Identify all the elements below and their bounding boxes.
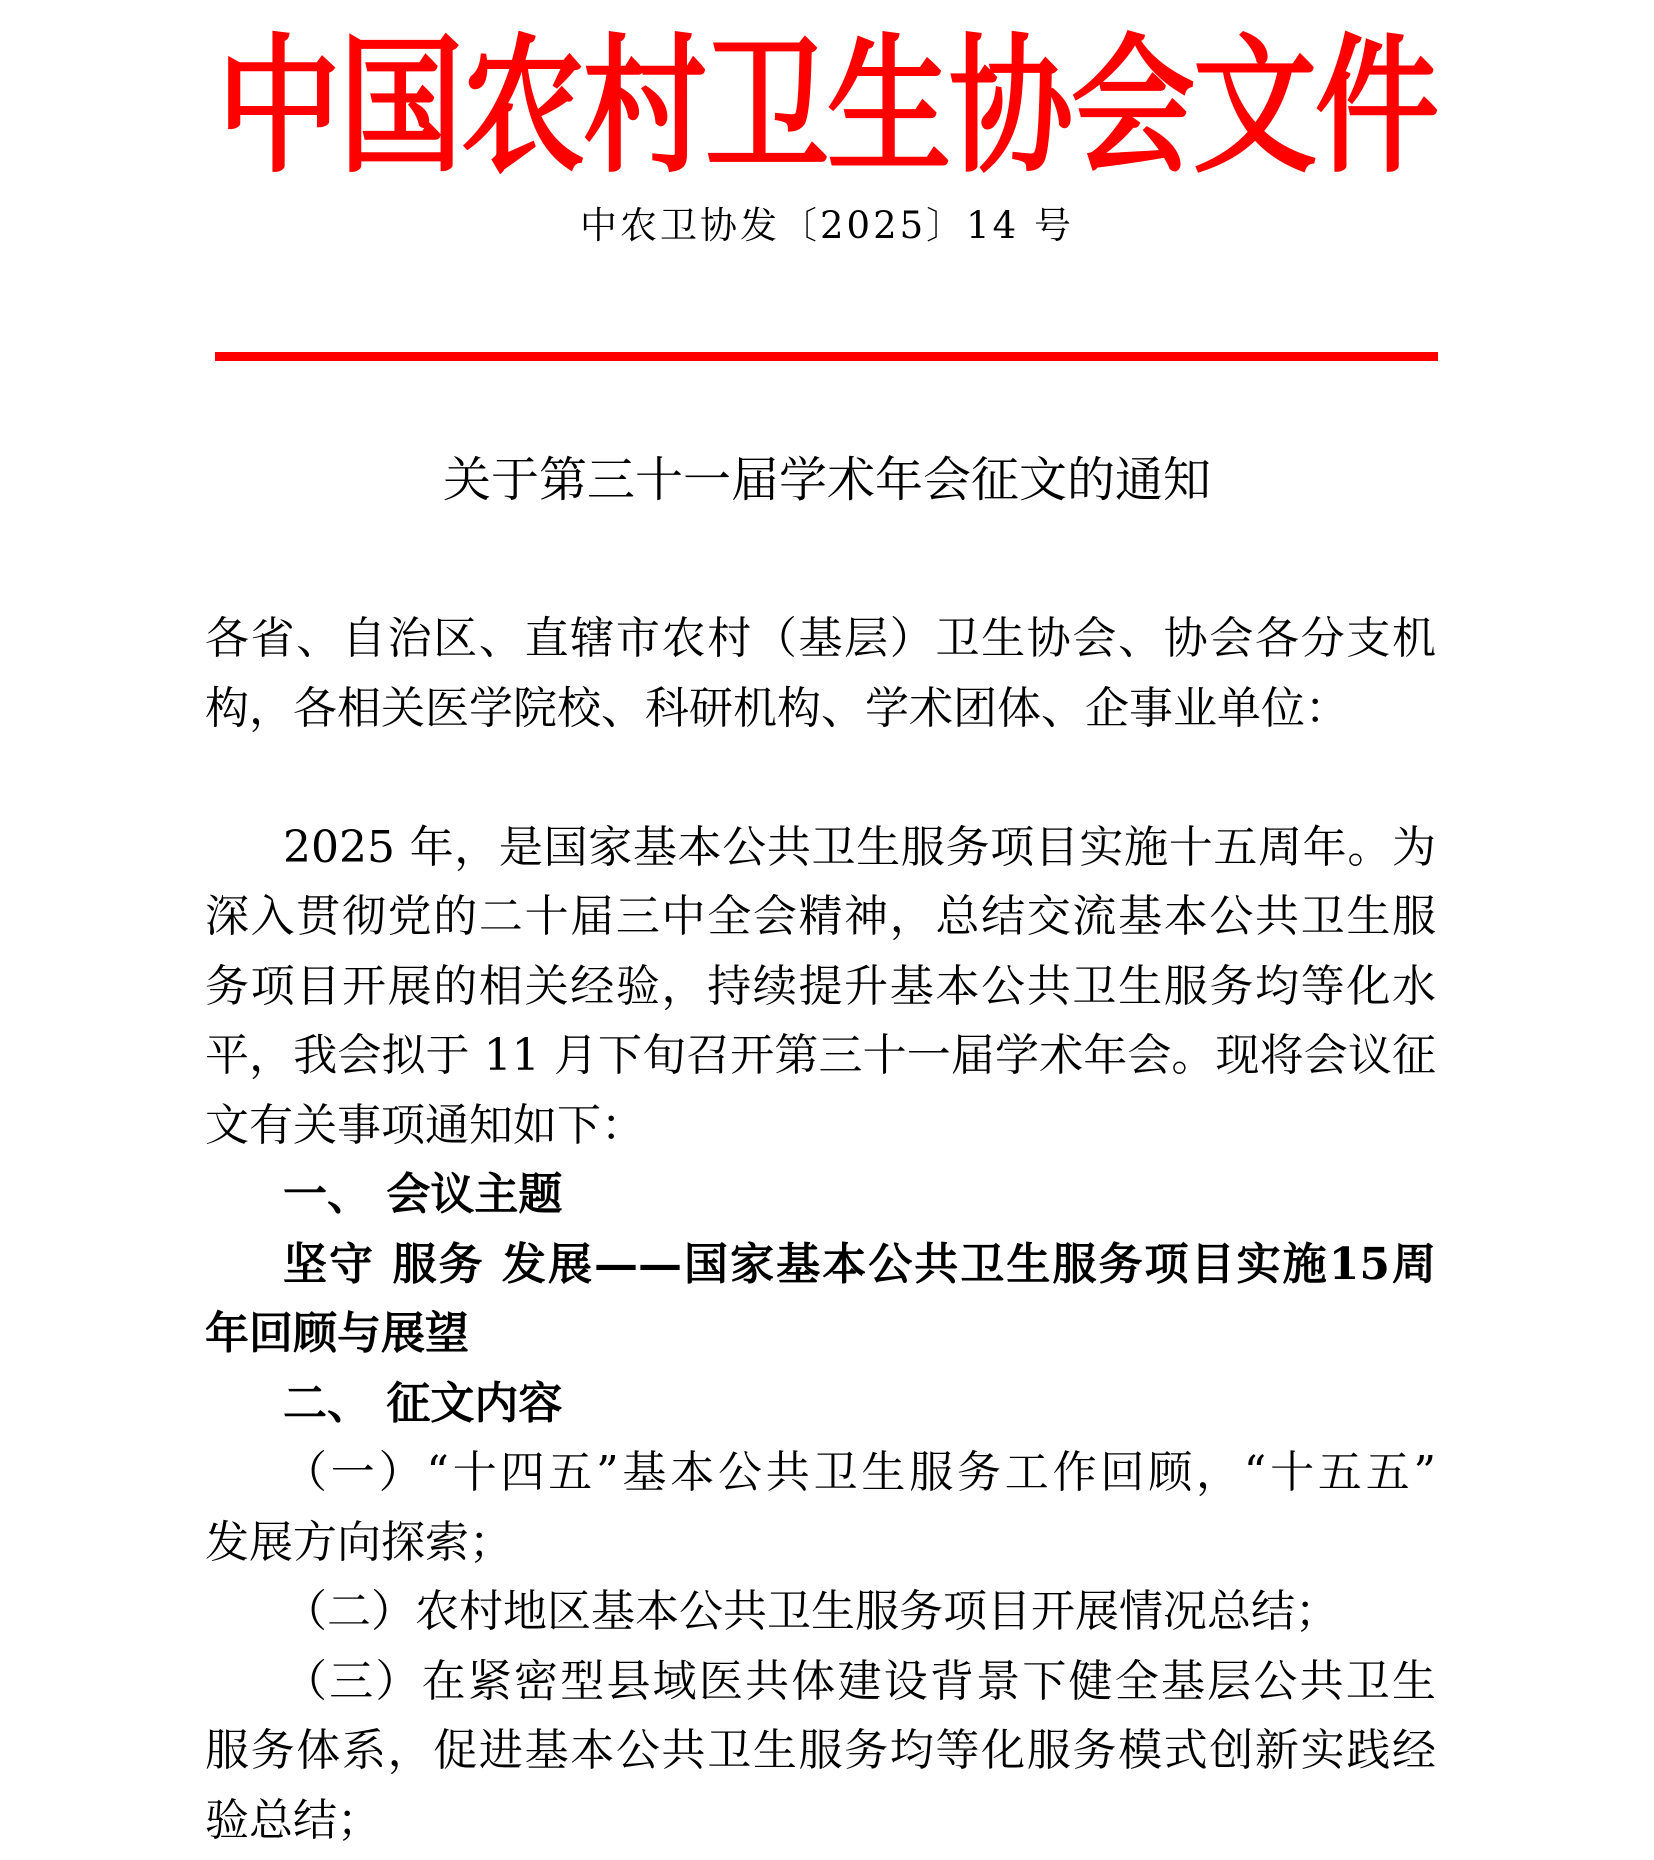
body-line: （二）农村地区基本公共卫生服务项目开展情况总结； bbox=[283, 1586, 1339, 1637]
body-line-blank bbox=[205, 743, 1436, 813]
body-line: 各省、自治区、直辖市农村（基层）卫生协会、协会各分支机 bbox=[205, 613, 1436, 664]
body-line: 深入贯彻党的二十届三中全会精神，总结交流基本公共卫生服 bbox=[205, 891, 1436, 942]
page-title: 关于第三十一届学术年会征文的通知 bbox=[442, 452, 1211, 508]
body-line: 平，我会拟于 11 月下旬召开第三十一届学术年会。现将会议征 bbox=[205, 1030, 1436, 1081]
body-line: 发展方向探索； bbox=[205, 1516, 513, 1568]
body-line: （三）在紧密型县域医共体建设背景下健全基层公共卫生 bbox=[283, 1655, 1436, 1707]
body-line-bold: 坚守 服务 发展——国家基本公共卫生服务项目实施15周 bbox=[283, 1238, 1436, 1290]
section-heading: 一、 会议主题 bbox=[283, 1169, 563, 1220]
body-line: 构，各相关医学院校、科研机构、学术团体、企事业单位： bbox=[205, 682, 1349, 734]
red-divider-rule bbox=[215, 352, 1438, 361]
body-line: 文有关事项通知如下： bbox=[205, 1099, 645, 1151]
body-line: 务项目开展的相关经验，持续提升基本公共卫生服务均等化水 bbox=[205, 960, 1436, 1012]
doc-number: 中农卫协发〔2025〕14 号 bbox=[579, 204, 1074, 247]
body-line: 2025 年，是国家基本公共卫生服务项目实施十五周年。为 bbox=[283, 821, 1436, 873]
document-body bbox=[205, 604, 1436, 1855]
section-heading: 二、 征文内容 bbox=[283, 1377, 563, 1429]
body-line: （一）“十四五”基本公共卫生服务工作回顾，“十五五” bbox=[283, 1447, 1436, 1498]
body-line-bold: 年回顾与展望 bbox=[205, 1308, 469, 1359]
banner-title: 中国农村卫生协会文件 bbox=[216, 20, 1437, 194]
body-line: 服务体系，促进基本公共卫生服务均等化服务模式创新实践经 bbox=[205, 1725, 1436, 1776]
body-line: 验总结； bbox=[205, 1794, 381, 1846]
